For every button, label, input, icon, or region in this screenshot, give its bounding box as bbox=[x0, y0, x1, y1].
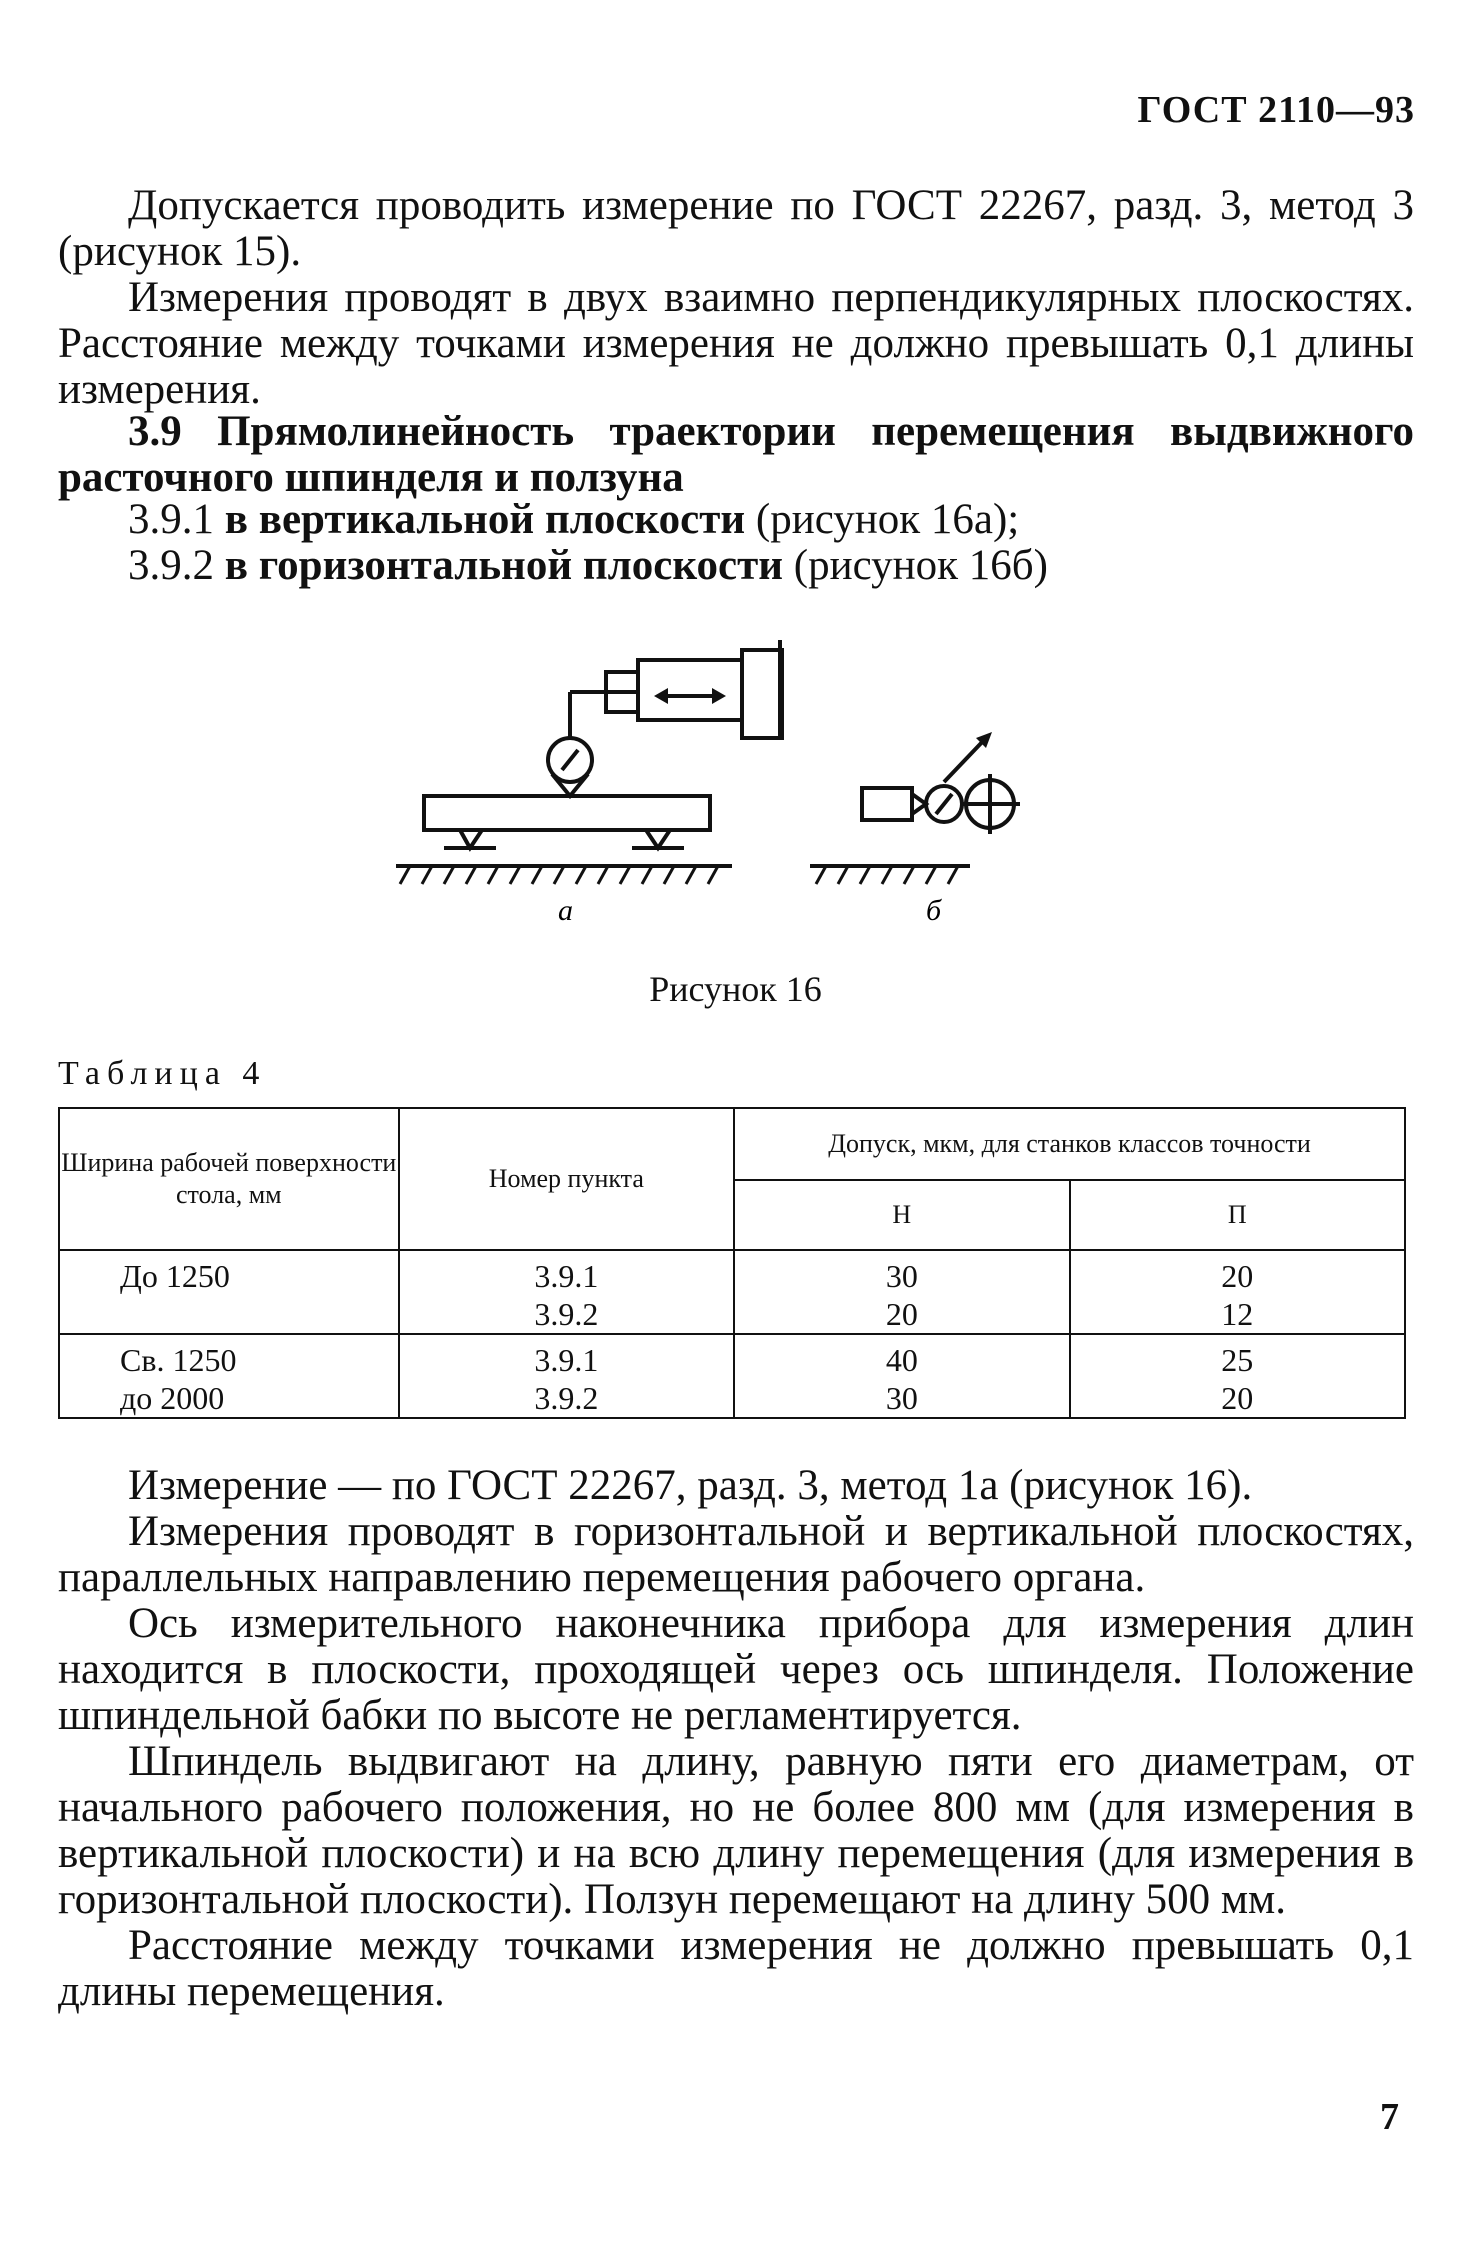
intro-paragraph-1: Допускается проводить измерение по ГОСТ 22267, разд. 3, метод 3 (рисунок 15). bbox=[58, 182, 1414, 275]
col-header-width: Ширина рабочей поверхности стола, мм bbox=[59, 1108, 399, 1250]
figure-caption: Рисунок 16 bbox=[649, 969, 822, 1009]
indicator-needle-b bbox=[936, 794, 952, 814]
cell-items: 3.9.1 3.9.2 bbox=[399, 1250, 734, 1334]
figure-16-drawing bbox=[370, 630, 1100, 930]
item-number: 3.9.1 bbox=[128, 496, 214, 543]
body-paragraph-4: Шпиндель выдвигают на длину, равную пяти его диаметрам, от начального рабочего положения, но не более 800 мм (для измерения в вертикальной плоскости) и на всю длину перемещения (для измерения в горизонтальной плоскости). Ползун перемещают на длину 500 мм. bbox=[58, 1738, 1414, 1923]
item-bold-text: в горизонтальной плоскости bbox=[224, 542, 784, 589]
cell-width: До 1250 bbox=[59, 1250, 399, 1334]
table-row bbox=[59, 1250, 1405, 1334]
intro-text bbox=[58, 183, 1414, 413]
table-title: Таблица 4 bbox=[58, 1055, 267, 1092]
direction-arrow-b bbox=[944, 738, 986, 782]
tolerance-table bbox=[58, 1107, 1406, 1419]
page-number: 7 bbox=[1380, 2096, 1399, 2138]
indicator-needle bbox=[562, 750, 578, 770]
figure-label-a: а bbox=[558, 894, 573, 927]
cell-items: 3.9.1 3.9.2 bbox=[399, 1334, 734, 1418]
page-header: ГОСТ 2110—93 bbox=[1137, 89, 1415, 131]
figure-16 bbox=[370, 630, 1100, 930]
item-number: 3.9.2 bbox=[128, 542, 214, 589]
body-paragraph-5: Расстояние между точками измерения не должно превышать 0,1 длины перемещения. bbox=[58, 1922, 1414, 2015]
body-text bbox=[58, 1463, 1414, 2015]
spindle-housing bbox=[742, 650, 782, 738]
table-row bbox=[59, 1334, 1405, 1418]
section-heading-text: 3.9 Прямолинейность траектории перемещения выдвижного расточного шпинделя и ползуна bbox=[58, 408, 1414, 501]
probe-b bbox=[912, 794, 926, 814]
ground-hatching bbox=[400, 866, 958, 884]
intro-paragraph-2: Измерения проводят в двух взаимно перпендикулярных плоскостях. Расстояние между точками измерения не должно превышать 0,1 длины измерения. bbox=[58, 274, 1414, 413]
body-paragraph-3: Ось измерительного наконечника прибора для измерения длин находится в плоскости, проходящей через ось шпинделя. Положение шпиндельной бабки по высоте не регламентируется. bbox=[58, 1600, 1414, 1739]
cell-h: 40 30 bbox=[734, 1334, 1069, 1418]
support-left bbox=[460, 830, 482, 848]
cell-p: 25 20 bbox=[1070, 1334, 1405, 1418]
item-bold-text: в вертикальной плоскости bbox=[224, 496, 746, 543]
col-header-item: Номер пункта bbox=[399, 1108, 734, 1250]
section-heading-3-9 bbox=[58, 409, 1414, 501]
figure-label-b: б bbox=[926, 894, 942, 927]
cell-h: 30 20 bbox=[734, 1250, 1069, 1334]
spindle-end-b bbox=[862, 788, 912, 820]
col-header-class-p: П bbox=[1070, 1180, 1405, 1250]
test-bar bbox=[424, 796, 710, 830]
cell-p: 20 12 bbox=[1070, 1250, 1405, 1334]
item-ref: (рисунок 16а); bbox=[755, 496, 1020, 543]
body-paragraph-1: Измерение — по ГОСТ 22267, разд. 3, метод 1а (рисунок 16). bbox=[128, 1462, 1253, 1509]
spindle-body bbox=[638, 660, 742, 720]
item-ref: (рисунок 16б) bbox=[793, 542, 1048, 589]
item-3-9-2 bbox=[58, 543, 1414, 589]
body-paragraph-2: Измерения проводят в горизонтальной и вертикальной плоскостях, параллельных направлению перемещения рабочего органа. bbox=[58, 1508, 1414, 1601]
col-header-class-h: Н bbox=[734, 1180, 1069, 1250]
item-3-9-1 bbox=[58, 497, 1414, 543]
col-header-tolerance: Допуск, мкм, для станков классов точности bbox=[734, 1108, 1405, 1180]
cell-width: Св. 1250 до 2000 bbox=[59, 1334, 399, 1418]
support-right bbox=[646, 830, 670, 848]
